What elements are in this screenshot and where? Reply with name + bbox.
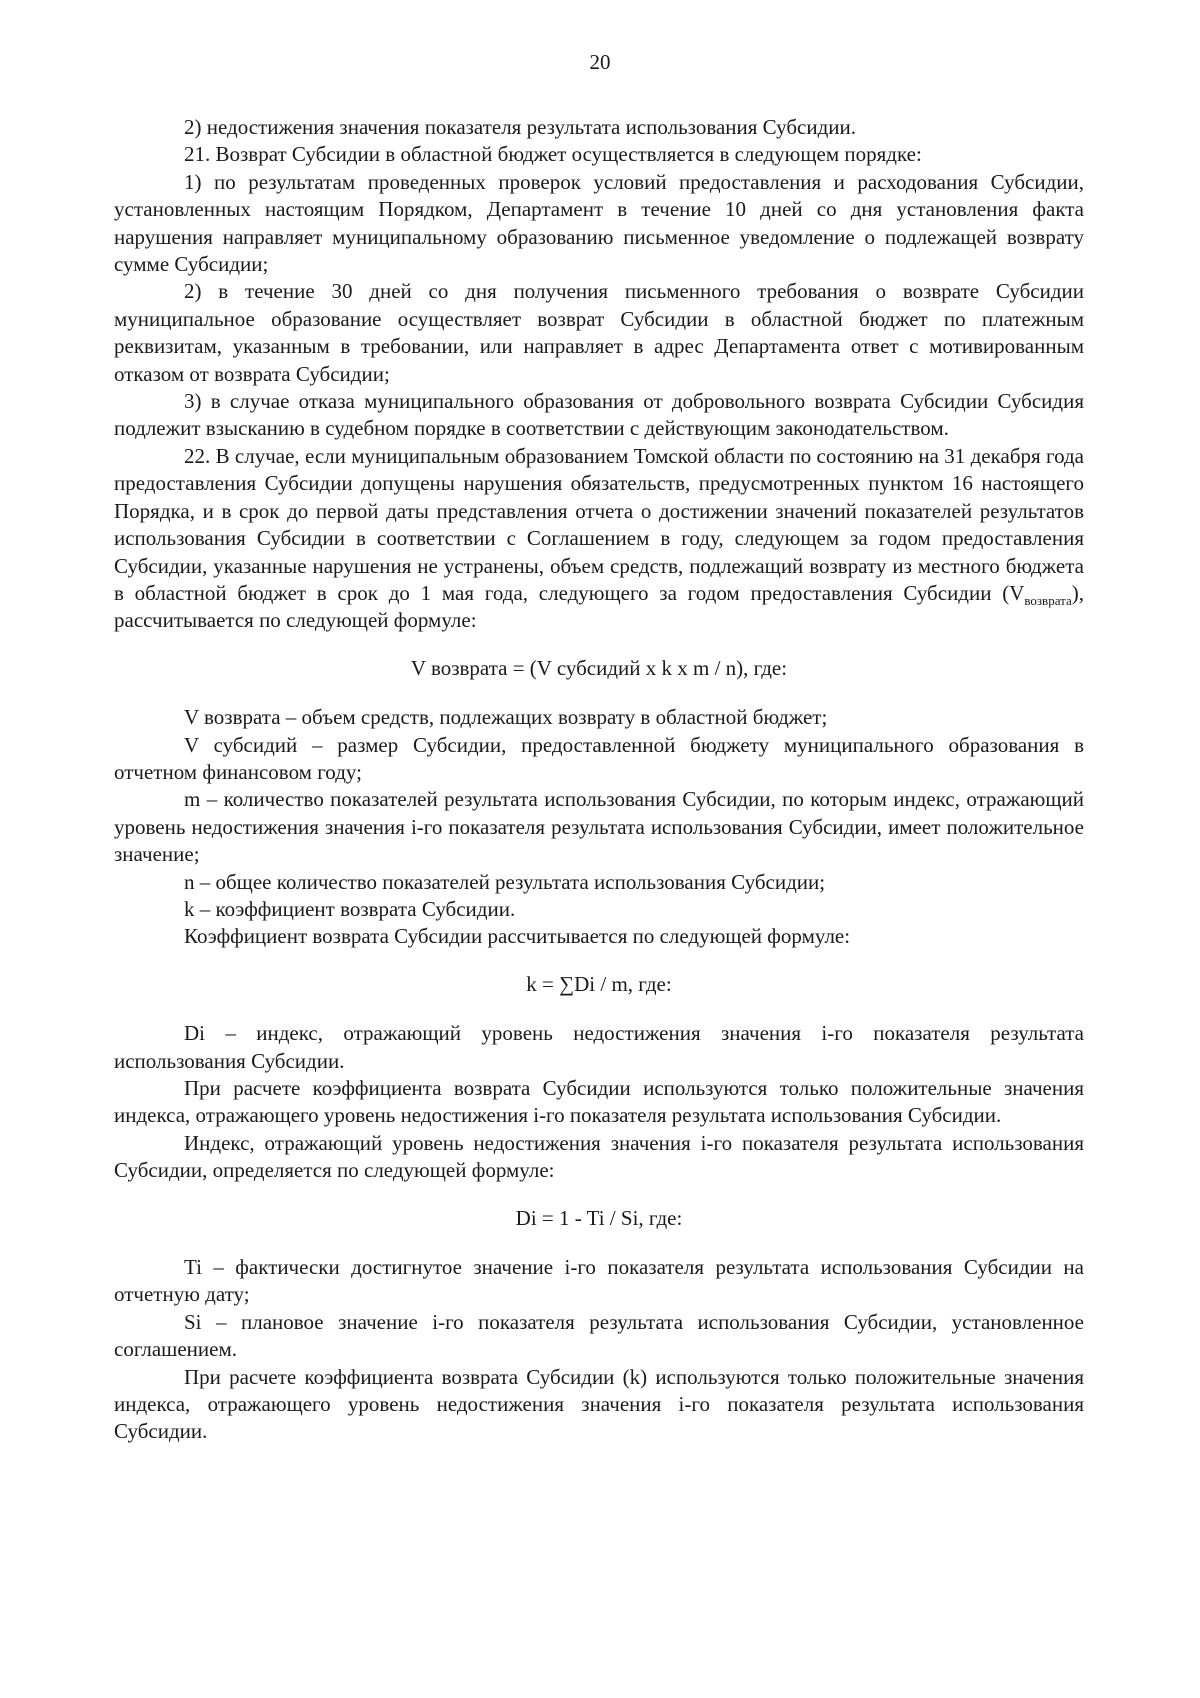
- paragraph: Di – индекс, отражающий уровень недостижения значения i-го показателя результата использования Субсидии.: [114, 1021, 1084, 1073]
- paragraph: 21. Возврат Субсидии в областной бюджет осуществляется в следующем порядке:: [184, 142, 922, 167]
- formula-v-vozvrata: V возврата = (V субсидий x k x m / n), где:: [410, 655, 788, 680]
- formula-k: k = ∑Di / m, где:: [526, 971, 672, 996]
- paragraph: V возврата – объем средств, подлежащих возврату в областной бюджет;: [184, 705, 828, 730]
- paragraph: 2) недостижения значения показателя результата использования Субсидии.: [184, 115, 857, 139]
- paragraph: При расчете коэффициента возврата Субсидии (k) используются только положительные значения индекса, отражающего уровень недостижения значения i-го показателя результата использования Субсидии.: [114, 1364, 1084, 1444]
- paragraph: 3) в случае отказа муниципального образования от добровольного возврата Субсидии Субсидия подлежит взысканию в судебном порядке в соответствии с действующим законодательством.: [114, 389, 1084, 441]
- paragraph-22-tail: ), рассчитывается по следующей формуле:: [114, 580, 1084, 633]
- paragraph: Ti – фактически достигнутое значение i-го показателя результата использования Субсидии на отчетную дату;: [114, 1255, 1084, 1307]
- paragraph-22: [114, 443, 1084, 635]
- paragraph: Индекс, отражающий уровень недостижения значения i-го показателя результата использования Субсидии, определяется по следующей формуле:: [114, 1130, 1084, 1183]
- paragraph-22-text: 22. В случае, если муниципальным образованием Томской области по состоянию на 31 декабря года предоставления Субсидии допущены нарушения обязательств, предусмотренных пунктом 16 настоящего Порядка, и в срок до первой даты представления отчета о достижении значений показателей результатов использования Субсидии в соответствии с Соглашением в году, следующем за годом предоставления Субсидии, указанные нарушения не устранены, объем средств, подлежащий возврату из местного бюджета в областной бюджет в срок до 1 мая года, следующего за годом предоставления Субсидии (V: [114, 443, 1084, 605]
- paragraph: 2) в течение 30 дней со дня получения письменного требования о возврате Субсидии муниципальное образование осуществляет возврат Субсидии в областной бюджет по платежным реквизитам, указанным в требовании, или направляет в адрес Департамента ответ с мотивированным отказом от возврата Субсидии;: [114, 279, 1084, 386]
- paragraph: Si – плановое значение i-го показателя результата использования Субсидии, установленное соглашением.: [114, 1309, 1084, 1362]
- paragraph: k – коэффициент возврата Субсидии.: [184, 896, 516, 921]
- paragraph: Коэффициент возврата Субсидии рассчитывается по следующей формуле:: [184, 924, 851, 949]
- page-number: 20: [589, 50, 611, 74]
- paragraph: n – общее количество показателей результата использования Субсидии;: [184, 869, 826, 894]
- paragraph: V субсидий – размер Субсидии, предоставленной бюджету муниципального образования в отчетном финансовом году;: [114, 732, 1084, 784]
- document-body: [114, 114, 1084, 1446]
- subscript-vozvrata: возврата: [1024, 593, 1072, 609]
- formula-di: Di = 1 - Ti / Si, где:: [515, 1205, 683, 1230]
- paragraph: m – количество показателей результата использования Субсидии, по которым индекс, отражающий уровень недостижения значения i-го показателя результата использования Субсидии, имеет положительное значение;: [114, 787, 1084, 867]
- paragraph: 1) по результатам проведенных проверок условий предоставления и расходования Субсидии, установленных настоящим Порядком, Департамент в течение 10 дней со дня установления факта нарушения направляет муниципальному образованию письменное уведомление о подлежащей возврату сумме Субсидии;: [114, 169, 1084, 277]
- paragraph: При расчете коэффициента возврата Субсидии используются только положительные значения индекса, отражающего уровень недостижения i-го показателя результата использования Субсидии.: [114, 1076, 1084, 1128]
